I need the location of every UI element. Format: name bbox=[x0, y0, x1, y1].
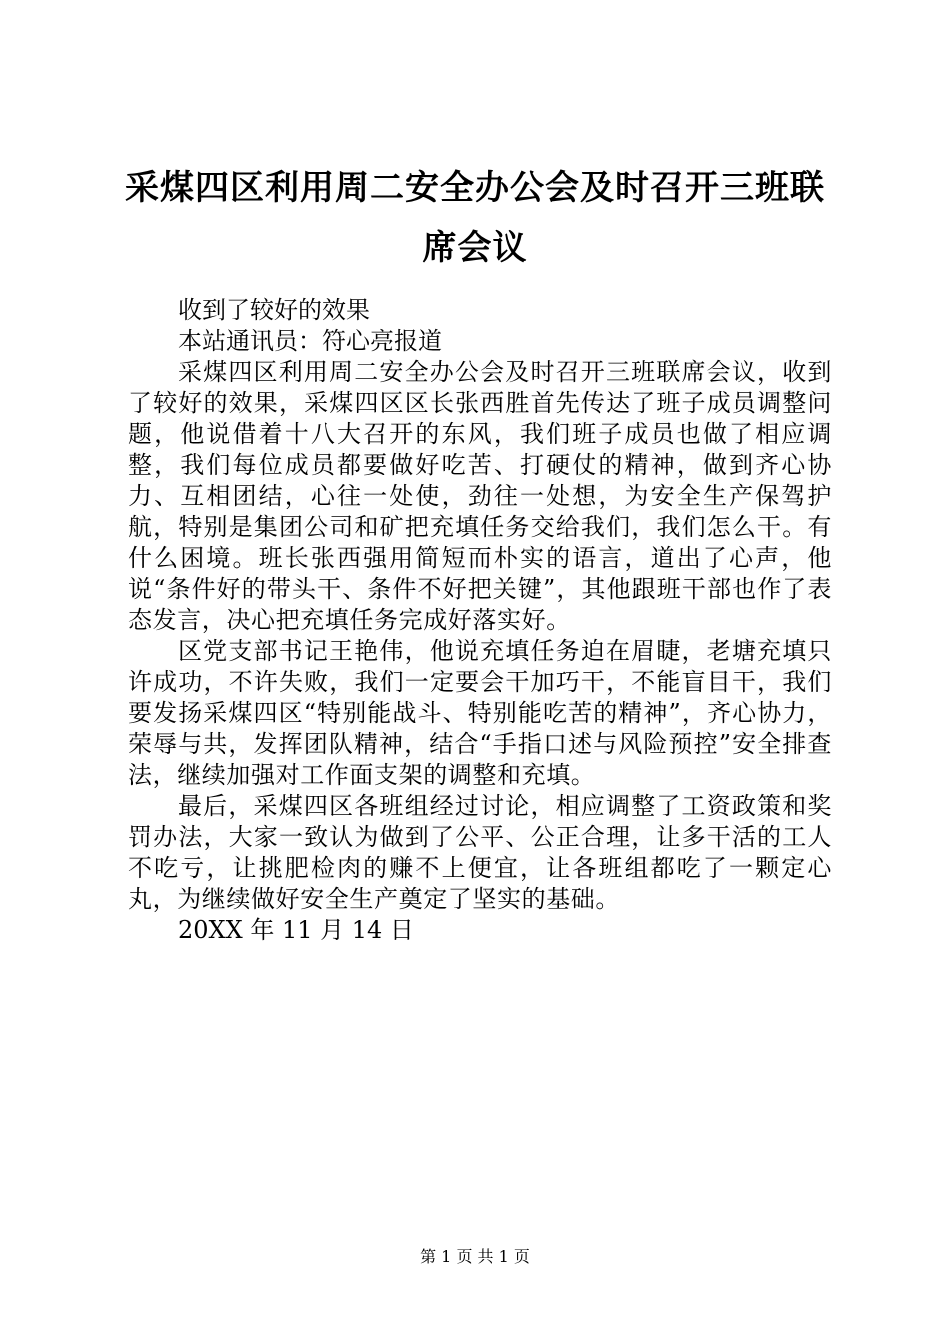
paragraph-3: 最后，采煤四区各班组经过讨论，相应调整了工资政策和奖罚办法，大家一致认为做到了公平、公正合理，让多干活的工人不吃亏，让挑肥检肉的赚不上便宜，让各班组都吃了一颗定心丸，为继续做好安全生产奠定了坚实的基础。 bbox=[128, 792, 832, 913]
document-subtitle: 收到了较好的效果 bbox=[178, 296, 370, 324]
paragraph-1: 采煤四区利用周二安全办公会及时召开三班联席会议，收到了较好的效果，采煤四区区长张西胜首先传达了班子成员调整问题，他说借着十八大召开的东风，我们班子成员也做了相应调整，我们每位成员都要做好吃苦、打硬仗的精神，做到齐心协力、互相团结，心往一处使，劲往一处想，为安全生产保驾护航，特别是集团公司和矿把充填任务交给我们，我们怎么干。有什么困境。班长张西强用简短而朴实的语言，道出了心声，他说“条件好的带头干、条件不好把关键”，其他跟班干部也作了表态发言，决心把充填任务完成好落实好。 bbox=[128, 358, 832, 634]
document-date: 20XX 年 11 月 14 日 bbox=[178, 916, 414, 944]
document-title: 采煤四区利用周二安全办公会及时召开三班联席会议 bbox=[125, 168, 825, 268]
document-body bbox=[128, 295, 832, 946]
page-footer: 第 1 页 共 1 页 bbox=[420, 1247, 530, 1266]
document-byline: 本站通讯员：符心亮报道 bbox=[178, 327, 442, 355]
paragraph-2: 区党支部书记王艳伟，他说充填任务迫在眉睫，老塘充填只许成功，不许失败，我们一定要会干加巧干，不能盲目干，我们要发扬采煤四区“特别能战斗、特别能吃苦的精神”，齐心协力，荣辱与共，发挥团队精神，结合“手指口述与风险预控”安全排查法，继续加强对工作面支架的调整和充填。 bbox=[128, 637, 832, 789]
